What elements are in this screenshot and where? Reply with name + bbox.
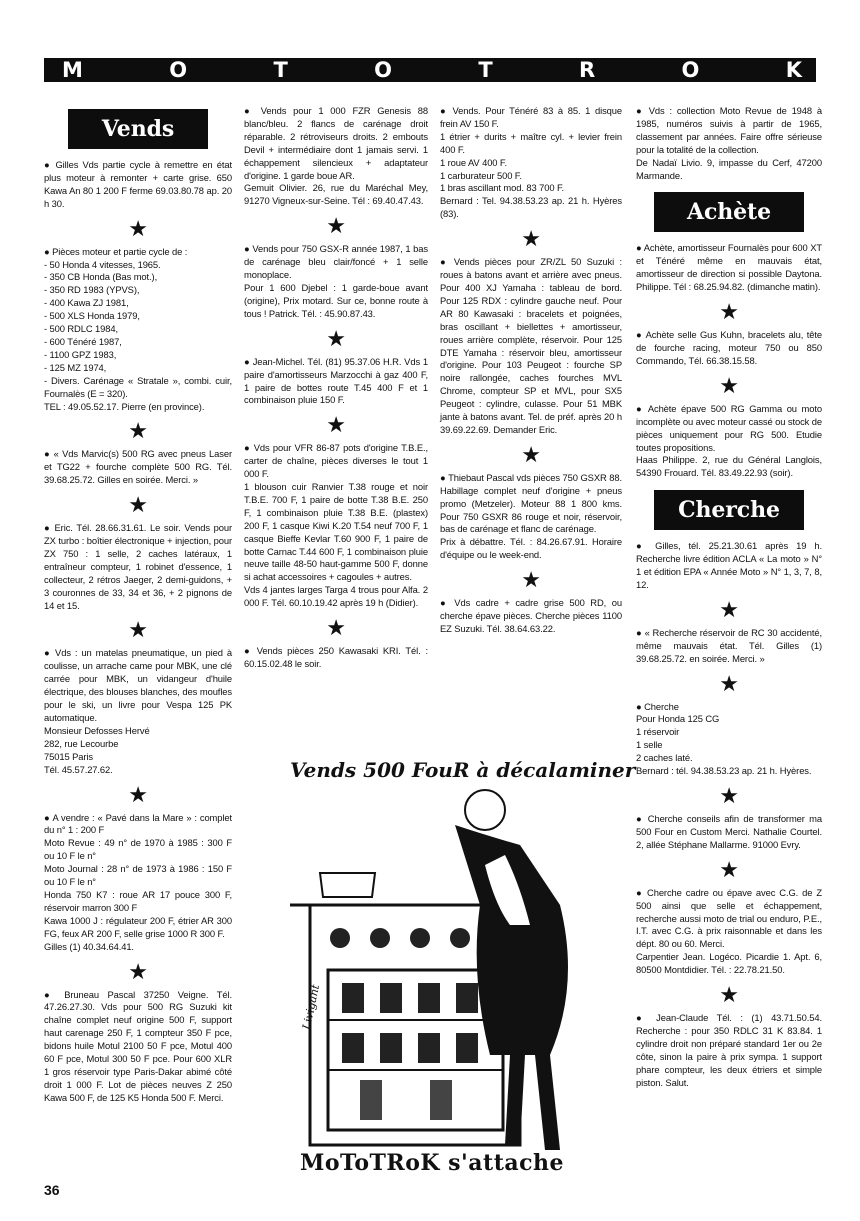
banner-letter: T bbox=[478, 58, 493, 82]
classified-ad: ● « Recherche réservoir de RC 30 accidenté, même mauvais état. Tél. Gilles (1) 39.68.25.72. en soirée. Merci. » bbox=[636, 626, 822, 664]
classified-ad: ● Achète selle Gus Kuhn, bracelets alu, tête de fourche racing, moteur 750 ou 850 Commando, Tél. 66.38.15.58. bbox=[636, 329, 822, 366]
classified-ad: ● Gilles Vds partie cycle à remettre en état plus moteur à remonter + carte grise. 650 Kawa An 80 1 200 F ferme 69.03.80.78 ap. 20 h 30. bbox=[44, 159, 232, 209]
classified-ad: ● Eric. Tél. 28.66.31.61. Le soir. Vends pour ZX turbo : boîtier électronique + injection, pour ZX 750 : 1 selle, 2 caches latéraux, 1 entraîneur compteur, 1 robinet d'essence, 1 collecteur, 2 rétros Jaeger, 2 demi-guidons, + 3 couronnes de 33, 34 et 36, + 2 pignons de 14 et 15. bbox=[44, 522, 232, 611]
star-separator-icon: ★ bbox=[521, 567, 541, 593]
banner-letter: O bbox=[374, 58, 392, 82]
classified-ad: ● Vends pour 750 GSX-R année 1987, 1 bas de carénage bleu clair/foncé + 1 selle monoplace. Pour 1 600 Djebel : 1 garde-boue avant (origine), Prix motard. Sur ce, bonne route à tous ! Patrick. Tél. : 45.90.87.43. bbox=[244, 243, 429, 319]
classified-ad: ● Vends pour 1 000 FZR Genesis 88 blanc/bleu. 2 flancs de carénage droit réparable. 2 rétroviseurs droits. 2 embouts Devil + intermédiaire dont 1 jamais servi. 1 échappement silencieux + adaptateur d'origine. 1 garde boue AR. Gemuit Olivier. 26, rue du Maréchal Mey, 91270 Vigneux-sur-Seine. Tél : 69.40.47.43. bbox=[244, 105, 428, 207]
classified-ad: ● Vds : collection Moto Revue de 1948 à 1985, numéros suivis à partir de 1965, classement par années. Faire offre sérieuse pour la totalité de la collection. De Nadaï Livio. 9, impasse du Cerf, 47200 Marmande. bbox=[636, 105, 822, 181]
classified-ad: ● Achète épave 500 RG Gamma ou moto incomplète ou avec moteur cassé ou stock de pièces uniquement pour RG 500. Etudie toutes propositions. Haas Philippe. 2, rue du Général Langlois, 54390 Frouard. Tél. 83.49.22.93 (soir). bbox=[636, 402, 822, 479]
cartoon-slogan: MoToTRoK s'attache bbox=[300, 1150, 564, 1176]
classified-ad: ● Vds cadre + cadre grise 500 RD, ou cherche épave pièces. Cherche pièces 1100 EZ Suzuki. Tél. 38.64.63.22. bbox=[440, 597, 622, 634]
star-separator-icon: ★ bbox=[128, 215, 148, 241]
star-separator-icon: ★ bbox=[326, 325, 346, 351]
column-3 bbox=[440, 105, 622, 636]
star-separator-icon: ★ bbox=[719, 670, 739, 696]
classified-ad: ● Bruneau Pascal 37250 Veigne. Tél. 47.26.27.30. Vds pour 500 RG Suzuki kit chaîne complet neuf origine 500 F, support haut carenage 250 F, 1 compteur 350 F pce, bidons huile Motul 2100 50 F pce, Motul 400 60 F pce, Motul 300 50 F pce. Pour 600 XLR 1 gros réservoir type Paris-Dakar abimé côté droit 1 000 F. Lot de pièces neuves Z 250 Kawa 500 F, de 125 K5 Honda 500 F. Merci. bbox=[44, 988, 232, 1103]
star-separator-icon: ★ bbox=[326, 213, 346, 239]
star-separator-icon: ★ bbox=[128, 781, 148, 807]
star-separator-icon: ★ bbox=[719, 982, 739, 1008]
cartoon-illustration bbox=[280, 755, 600, 1185]
star-separator-icon: ★ bbox=[719, 299, 739, 325]
classified-ad: ● Achète, amortisseur Fournalès pour 600 XT et Ténéré même en mauvais état, amortisseur de direction si possible Daytona. Philippe. Tél : 68.25.94.82. (dimanche matin). bbox=[636, 242, 822, 293]
classified-ad: ● Vds pour VFR 86-87 pots d'origine T.B.E., carter de chaîne, pièces diverses le tout 1 000 F. 1 blouson cuir Ranvier T.38 rouge et noir T.B.E. 700 F, 1 paire de botte T.38 B.E. 250 F, 1 combinaison pluie T.38 B.E. (plastex) 200 F, 1 casque Kiwi K.20 T.54 neuf 700 F, 1 casque Bieffe Kevlar T.60 900 F, 1 paire de botte Carnac T.44 600 F, 1 combinaison pluie neuve taille 48-50 haut-gamme 500 F, donne si achat accessoires + cagoules + autres. Vds 4 jantes larges Targa 4 trous pour Alfa. 2 000 F. Tél. 60.10.19.42 après 19 h (Didier). bbox=[244, 442, 428, 609]
classified-ad: ● Vends. Pour Ténéré 83 à 85. 1 disque frein AV 150 F. 1 étrier + durits + maître cyl. + levier frein 400 F. 1 roue AV 400 F. 1 carburateur 500 F. 1 bras ascillant mod. 83 700 F. Bernard : Tel. 94.38.53.23 ap. 21 h. Hyères (83). bbox=[440, 105, 622, 220]
star-separator-icon: ★ bbox=[128, 492, 148, 518]
classified-ad: ● Cherche conseils afin de transformer ma 500 Four en Custom Merci. Nathalie Courtel. 2, allée Stéphane Mallarme. 91000 Evry. bbox=[636, 813, 822, 850]
banner-letter: K bbox=[785, 58, 802, 82]
section-heading-vends: Vends bbox=[68, 109, 208, 149]
section-heading-achete: Achète bbox=[654, 192, 804, 232]
page-number: 36 bbox=[44, 1182, 60, 1198]
classified-ad: ● Vends pièces pour ZR/ZL 50 Suzuki : roues à batons avant et arrière avec pneus. Pour 400 XJ Yamaha : tableau de bord. Pour 125 RDX : cylindre gauche neuf. Pour AR 80 Kawasaki : bracelets et poignées, bras oscillant + biellettes + amortisseur, roues arrière complète, réservoir. Pour 125 DTE Yamaha : réservoir bleu, amortisseur d'origine. Pour 103 Peugeot : fourche SP noire rallongée, caches fourches MVL Chrome, compteur SP et MVL, pour SX5 Peugeot : cylindre, culasse. Pour 51 MBK jante à batons avant. Tel. de préf. après 20 h 39.69.22.69. Demander Eric. bbox=[440, 256, 622, 435]
cartoon-signature: Livigant bbox=[300, 983, 323, 1031]
classified-ad: ● Cherche cadre ou épave avec C.G. de Z 500 ainsi que selle et échappement, recherche aussi moto de trial ou enduro, P.E., I.T. avec C.G. à prix raisonnable et dans les dépt. 80 ou 60. Merci. Carpentier Jean. Logéco. Picardie 1. Apt. 6, 80500 Montdidier. Tél. : 22.78.21.50. bbox=[636, 886, 822, 976]
column-4 bbox=[636, 105, 822, 1090]
banner-letter: M bbox=[62, 58, 83, 82]
saucepan-icon bbox=[320, 873, 375, 897]
classified-ad: ● Gilles, tél. 25.21.30.61 après 19 h. Recherche livre édition ACLA « La moto » N° 1 et édition EPA « Année Moto » N° 1, 3, 7, 8, 12. bbox=[636, 540, 822, 590]
classified-ad: ● Cherche Pour Honda 125 CG 1 réservoir 1 selle 2 caches laté. Bernard : tél. 94.38.53.23 ap. 21 h. Hyères. bbox=[636, 700, 812, 777]
cartoon-title: Vends 500 FouR à décalaminer bbox=[290, 758, 636, 782]
star-separator-icon: ★ bbox=[719, 372, 739, 398]
classified-ad: ● Jean-Claude Tél. : (1) 43.71.50.54. Recherche : pour 350 RDLC 31 K 83.84. 1 cylindre droit non préparé standard 1er ou 2e côte, sinon la paire à prix sympa. 1 support phare compteur, les deux étriers et simple piston. Salut. bbox=[636, 1012, 822, 1088]
classified-ad: ● Vds : un matelas pneumatique, un pied à coulisse, un arrache came pour MBK, une clé carrée pour MBK, un vidangeur d'huile électrique, des blouses blanches, des moufles pour le ski, un livre pour Vespa 125 PK automatique. Monsieur Defosses Hervé 282, rue Lecourbe 75015 Paris Tél. 45.57.27.62. bbox=[44, 647, 232, 775]
star-separator-icon: ★ bbox=[326, 412, 346, 438]
star-separator-icon: ★ bbox=[521, 441, 541, 467]
column-1 bbox=[44, 105, 232, 1105]
section-heading-cherche: Cherche bbox=[654, 490, 804, 530]
star-separator-icon: ★ bbox=[326, 615, 346, 641]
motorok-banner bbox=[44, 58, 816, 82]
star-separator-icon: ★ bbox=[719, 596, 739, 622]
classified-ad: ● « Vds Marvic(s) 500 RG avec pneus Laser et TG22 + fourche complète 500 RG. Tél. 39.68.25.72. Gilles en soirée. Merci. » bbox=[44, 448, 232, 486]
star-separator-icon: ★ bbox=[719, 856, 739, 882]
classified-ad: ● Vends pièces 250 Kawasaki KRI. Tél. : 60.15.02.48 le soir. bbox=[244, 645, 428, 669]
star-separator-icon: ★ bbox=[128, 418, 148, 444]
classified-ad: ● A vendre : « Pavé dans la Mare » : complet du n° 1 : 200 F Moto Revue : 49 n° de 1970 à 1985 : 300 F ou 10 F le n° Moto Journal : 28 n° de 1973 à 1986 : 150 F ou 10 F le n° Honda 750 K7 : roue AR 17 pouce 300 F, réservoir marron 300 F Kawa 1000 J : régulateur 200 F, étrier AR 300 FG, feux AR 200 F, selle grise 1000 R 300 F. Gilles (1) 40.34.64.41. bbox=[44, 811, 232, 952]
banner-letter: T bbox=[273, 58, 288, 82]
classified-ad: ● Jean-Michel. Tél. (81) 95.37.06 H.R. Vds 1 paire d'amortisseurs Marzocchi à gaz 400 F, 1 paire de bottes route T.45 400 F et 1 combinaison pluie 150 F. bbox=[244, 355, 428, 406]
classified-ad: ● Pièces moteur et partie cycle de : - 50 Honda 4 vitesses, 1965. - 350 CB Honda (Bas mot.), - 350 RD 1983 (YPVS), - 400 Kawa ZJ 1981, - 500 XLS Honda 1979, - 500 RDLC 1984, - 600 Ténéré 1987, - 1100 GPZ 1983, - 125 MZ 1974, - Divers. Carénage « Stratale », combi. cuir, Fournalès (E = 320). TEL : 49.05.52.17. Pierre (en province). bbox=[44, 245, 232, 412]
banner-letter: R bbox=[579, 58, 596, 82]
star-separator-icon: ★ bbox=[521, 226, 541, 252]
star-separator-icon: ★ bbox=[128, 617, 148, 643]
star-separator-icon: ★ bbox=[128, 958, 148, 984]
classified-ad: ● Thiebaut Pascal vds pièces 750 GSXR 88. Habillage complet neuf d'origine + pneus promo (Metzeler). Moteur 88 1 800 kms. Pour 750 GSXR 86 rouge et noir, réservoir, bas de carénage et flanc de carénage. Prix à débattre. Tél. : 84.26.67.91. Horaire d'équipe ou le week-end. bbox=[440, 471, 622, 561]
banner-letter: O bbox=[681, 58, 700, 82]
star-separator-icon: ★ bbox=[719, 783, 739, 808]
column-2 bbox=[244, 105, 428, 671]
banner-letter: O bbox=[169, 58, 188, 82]
